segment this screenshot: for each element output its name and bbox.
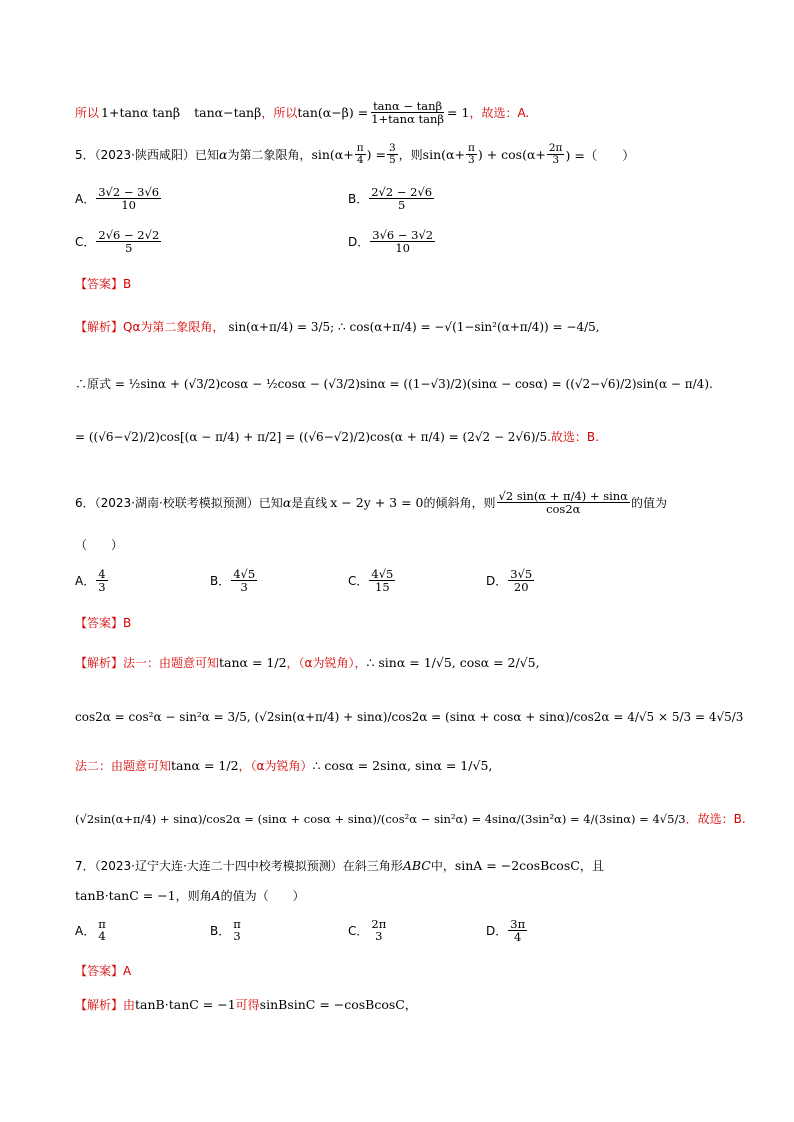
q7-triangle: ABC	[402, 858, 431, 873]
q7-option-a[interactable]	[75, 918, 109, 942]
q6-stem	[75, 490, 667, 515]
q7-option-d-den: 4	[514, 930, 522, 945]
q6-option-a-label: A．	[75, 574, 96, 589]
q7-option-c-den: 3	[375, 929, 383, 944]
q6-method1-note: ，（α为锐角），	[286, 656, 367, 670]
q5-stem-mid: 为第二象限角，	[227, 148, 312, 163]
q6-option-d[interactable]	[486, 568, 535, 593]
q5-option-a-den: 10	[121, 198, 136, 213]
q7-option-c-num: 2π	[371, 917, 387, 931]
q7-answer-line	[75, 962, 131, 979]
q7-analysis-1	[75, 996, 417, 1013]
q6-option-d-value	[508, 568, 534, 593]
q6-method2-tan: tanα = 1/2	[171, 758, 239, 773]
q6-stem-mid2: 的倾斜角，则	[423, 496, 496, 511]
q5-2pi-over-3	[547, 143, 565, 166]
q5-alpha: α	[219, 147, 228, 163]
q5-pi: π	[356, 142, 364, 154]
q6-blank: （ ）	[75, 538, 124, 552]
q6-option-d-num: 3√5	[510, 567, 533, 581]
prev-conclusion-line	[75, 100, 529, 125]
q7-stem-mid2: ，且	[579, 859, 604, 873]
q5-option-d-label: D．	[348, 235, 370, 250]
q6-method1-tan: tanα = 1/2	[219, 655, 287, 670]
q7-stem-end2: 的值为（ ）	[220, 889, 305, 903]
q5-given-lhs: sin(α+	[311, 147, 354, 163]
q7-analysis-tag: 【解析】	[75, 998, 124, 1012]
q5-pi-over-4	[355, 143, 366, 166]
q7-stem-mid: 中，	[430, 859, 455, 873]
q5-analysis-1-text: Qα为第二象限角，	[123, 320, 225, 334]
q5-three-c: 3	[552, 154, 560, 167]
q5-three-b: 3	[468, 154, 475, 167]
q7-cond2: tanB·tanC = −1	[75, 888, 176, 903]
q5-answer: B	[123, 276, 132, 291]
q6-alpha: α	[282, 495, 292, 511]
q6-method2-line2	[75, 810, 746, 827]
q5-analysis-3	[75, 428, 599, 445]
q5-answer-tag: 【答案】	[75, 277, 124, 291]
q7-option-d-label: D．	[486, 924, 508, 939]
q7-option-d[interactable]	[486, 918, 528, 943]
q5-stem	[75, 143, 635, 166]
q6-option-c-den: 15	[375, 580, 390, 595]
q5-ask-mid: ) + cos(α+	[477, 147, 546, 163]
q5-analysis-2	[75, 375, 713, 392]
q7-option-a-value	[96, 918, 108, 942]
q5-ask-end: ) =（ ）	[565, 147, 635, 163]
q6-option-a[interactable]	[75, 568, 109, 593]
q7-stem-prefix: 7．（2023·辽宁大连·大连二十四中校考模拟预测）在斜三角形	[75, 859, 403, 873]
prev-tail: ，故选：A.	[469, 106, 530, 121]
q5-four: 4	[356, 154, 364, 167]
q7-option-c-value	[369, 918, 388, 942]
q5-option-a-value	[96, 186, 161, 211]
q6-option-c[interactable]	[348, 568, 396, 593]
q6-method1-line2	[75, 710, 743, 724]
q6-stem-mid: 是直线	[291, 496, 328, 511]
q6-stem-prefix: 6．（2023·湖南·校联考模拟预测）已知	[75, 496, 283, 511]
q6-option-a-value	[96, 568, 107, 593]
q6-option-d-den: 20	[513, 580, 529, 595]
q6-option-b-label: B．	[210, 574, 231, 589]
q5-analysis-2-expr: ∴原式 = ½sinα + (√3/2)cosα − ½cosα − (√3/2)sinα = ((1−√3)/2)(sinα − cosα) = ((√2−√6)/2)sin(α − π/4).	[75, 377, 713, 391]
q5-two-pi: 2π	[548, 142, 563, 154]
q6-line-eq: x − 2y + 3 = 0	[330, 495, 424, 511]
q7-option-a-label: A．	[75, 923, 96, 938]
q7-analysis-result: sinBsinC = −cosBcosC	[259, 997, 405, 1012]
q6-method2-text: 法二：由题意可知	[75, 759, 172, 773]
q5-option-d-den: 10	[395, 241, 410, 256]
q5-option-b-label: B．	[348, 192, 369, 207]
q5-option-c[interactable]	[75, 229, 162, 254]
q5-option-b-den: 5	[398, 198, 406, 213]
q5-analysis-1-expr: sin(α+π/4) = 3/5; ∴ cos(α+π/4) = −√(1−sin²(α+π/4)) = −4/5,	[228, 319, 600, 334]
q7-option-d-num: 3π	[510, 917, 526, 931]
q5-option-c-label: C．	[75, 235, 96, 250]
q5-analysis-3-tail: .故选：B.	[547, 430, 599, 444]
q6-method2-note: ，（α为锐角）	[238, 759, 313, 773]
q7-option-d-value	[508, 918, 527, 943]
q7-option-c-label: C．	[348, 923, 369, 938]
q5-option-b-value	[369, 186, 434, 211]
prev-lead: 所以	[75, 106, 100, 121]
q5-five: 5	[388, 154, 396, 167]
q7-option-b[interactable]	[210, 918, 244, 942]
q5-given-eq: ) =	[366, 147, 386, 163]
q6-option-c-value	[369, 568, 395, 593]
q5-analysis-3-expr: = ((√6−√2)/2)cos[(α − π/4) + π/2] = ((√6−√2)/2)cos(α + π/4) = (2√2 − 2√6)/5	[75, 429, 548, 444]
q6-target-den: cos2α	[546, 502, 581, 517]
prev-eq1-right: tanα−tanβ	[194, 105, 262, 121]
q5-ask-prefix: ，则	[398, 148, 423, 163]
q6-answer-tag: 【答案】	[75, 616, 124, 630]
q5-option-a-label: A．	[75, 192, 96, 207]
q7-stem-end: ，则角	[175, 889, 212, 903]
q5-option-d-value	[370, 229, 435, 254]
q6-option-a-num: 4	[98, 567, 106, 581]
q6-option-b-den: 3	[240, 580, 248, 595]
prev-fraction-num: tanα − tanβ	[373, 99, 443, 113]
q7-option-a-num: π	[98, 917, 106, 931]
q7-cond1: sinA = −2cosBcosC	[454, 858, 580, 873]
q6-method1-line1	[75, 654, 540, 671]
q6-option-b-num: 4√5	[233, 567, 256, 581]
prev-eq-one: = 1	[447, 105, 470, 121]
q7-analysis-pre: 由	[123, 998, 136, 1012]
q7-option-b-label: B．	[210, 923, 231, 938]
q5-option-c-den: 5	[125, 241, 133, 256]
q5-option-a-num: 3√2 − 3√6	[98, 185, 160, 199]
q7-stem-line2	[75, 887, 305, 904]
q6-answer-line	[75, 614, 131, 631]
q5-pi-over-3	[466, 143, 477, 166]
q5-option-b[interactable]	[348, 186, 435, 211]
prev-fraction-den: 1+tanα tanβ	[371, 112, 445, 127]
q6-method2-derivation: (√2sin(α+π/4) + sinα)/cos2α = (sinα + cosα + sinα)/(cos²α − sin²α) = 4sinα/(3sin²α) = 4/(3sinα) = 4√5/3	[75, 811, 686, 826]
q5-answer-line	[75, 275, 131, 292]
q6-option-b[interactable]	[210, 568, 258, 593]
q6-option-a-den: 3	[98, 580, 106, 595]
q5-three: 3	[388, 142, 396, 154]
q7-option-b-value	[231, 918, 243, 942]
q5-analysis-tag: 【解析】	[75, 320, 124, 334]
q7-analysis-cond: tanB·tanC = −1	[135, 997, 236, 1012]
q5-option-c-num: 2√6 − 2√2	[98, 228, 160, 242]
q6-method2-result: ∴ cosα = 2sinα, sinα = 1/√5,	[312, 758, 493, 773]
q6-stem-end: 的值为	[630, 496, 667, 511]
q7-analysis-mid: 可得	[235, 998, 260, 1012]
q6-analysis-tag: 【解析】	[75, 656, 124, 670]
q7-answer-tag: 【答案】	[75, 964, 124, 978]
q6-target-num: √2 sin(α + π/4) + sinα	[498, 489, 628, 503]
q5-option-a[interactable]	[75, 186, 162, 211]
q6-method2-tail: ．故选：B.	[685, 812, 746, 826]
prev-fraction	[369, 100, 446, 125]
q6-option-d-label: D．	[486, 574, 508, 589]
prev-tan-diff: tan(α−β) =	[297, 105, 369, 121]
q5-stem-prefix: 5．（2023·陕西咸阳）已知	[75, 148, 219, 163]
q5-option-c-value	[96, 229, 161, 254]
q7-option-b-den: 3	[233, 929, 241, 944]
q6-option-c-num: 4√5	[371, 567, 394, 581]
q5-pi-b: π	[467, 142, 475, 154]
q6-option-b-value	[231, 568, 257, 593]
q7-option-c[interactable]	[348, 918, 389, 942]
q5-option-d[interactable]	[348, 229, 436, 254]
q5-ask-expr1: sin(α+	[422, 147, 465, 163]
q7-angle: A	[211, 888, 221, 903]
prev-eq1-left: 1+tanα tanβ	[101, 105, 181, 121]
q7-option-b-num: π	[233, 917, 241, 931]
prev-comma: ，所以	[261, 106, 298, 121]
q6-answer: B	[123, 615, 132, 630]
q7-analysis-end: ，	[404, 998, 417, 1012]
q6-method1-derivation: cos2α = cos²α − sin²α = 3/5, (√2sin(α+π/4) + sinα)/cos2α = (sinα + cosα + sinα)/cos2α = 4/√5 × 5/3 = 4√5/3	[75, 710, 744, 724]
q5-three-fifths	[387, 143, 398, 166]
q6-method1-text: 法一：由题意可知	[123, 656, 220, 670]
q7-stem-line1	[75, 857, 604, 874]
q5-option-d-num: 3√6 − 3√2	[372, 228, 434, 242]
q5-option-b-num: 2√2 − 2√6	[371, 185, 433, 199]
q5-analysis-1	[75, 318, 600, 335]
q7-answer: A	[123, 963, 132, 978]
q7-option-a-den: 4	[98, 929, 106, 944]
q6-target-fraction	[497, 490, 630, 515]
q6-method2-line1	[75, 757, 492, 774]
q6-option-c-label: C．	[348, 574, 369, 589]
q6-method1-result: ∴ sinα = 1/√5, cosα = 2/√5,	[366, 655, 540, 670]
